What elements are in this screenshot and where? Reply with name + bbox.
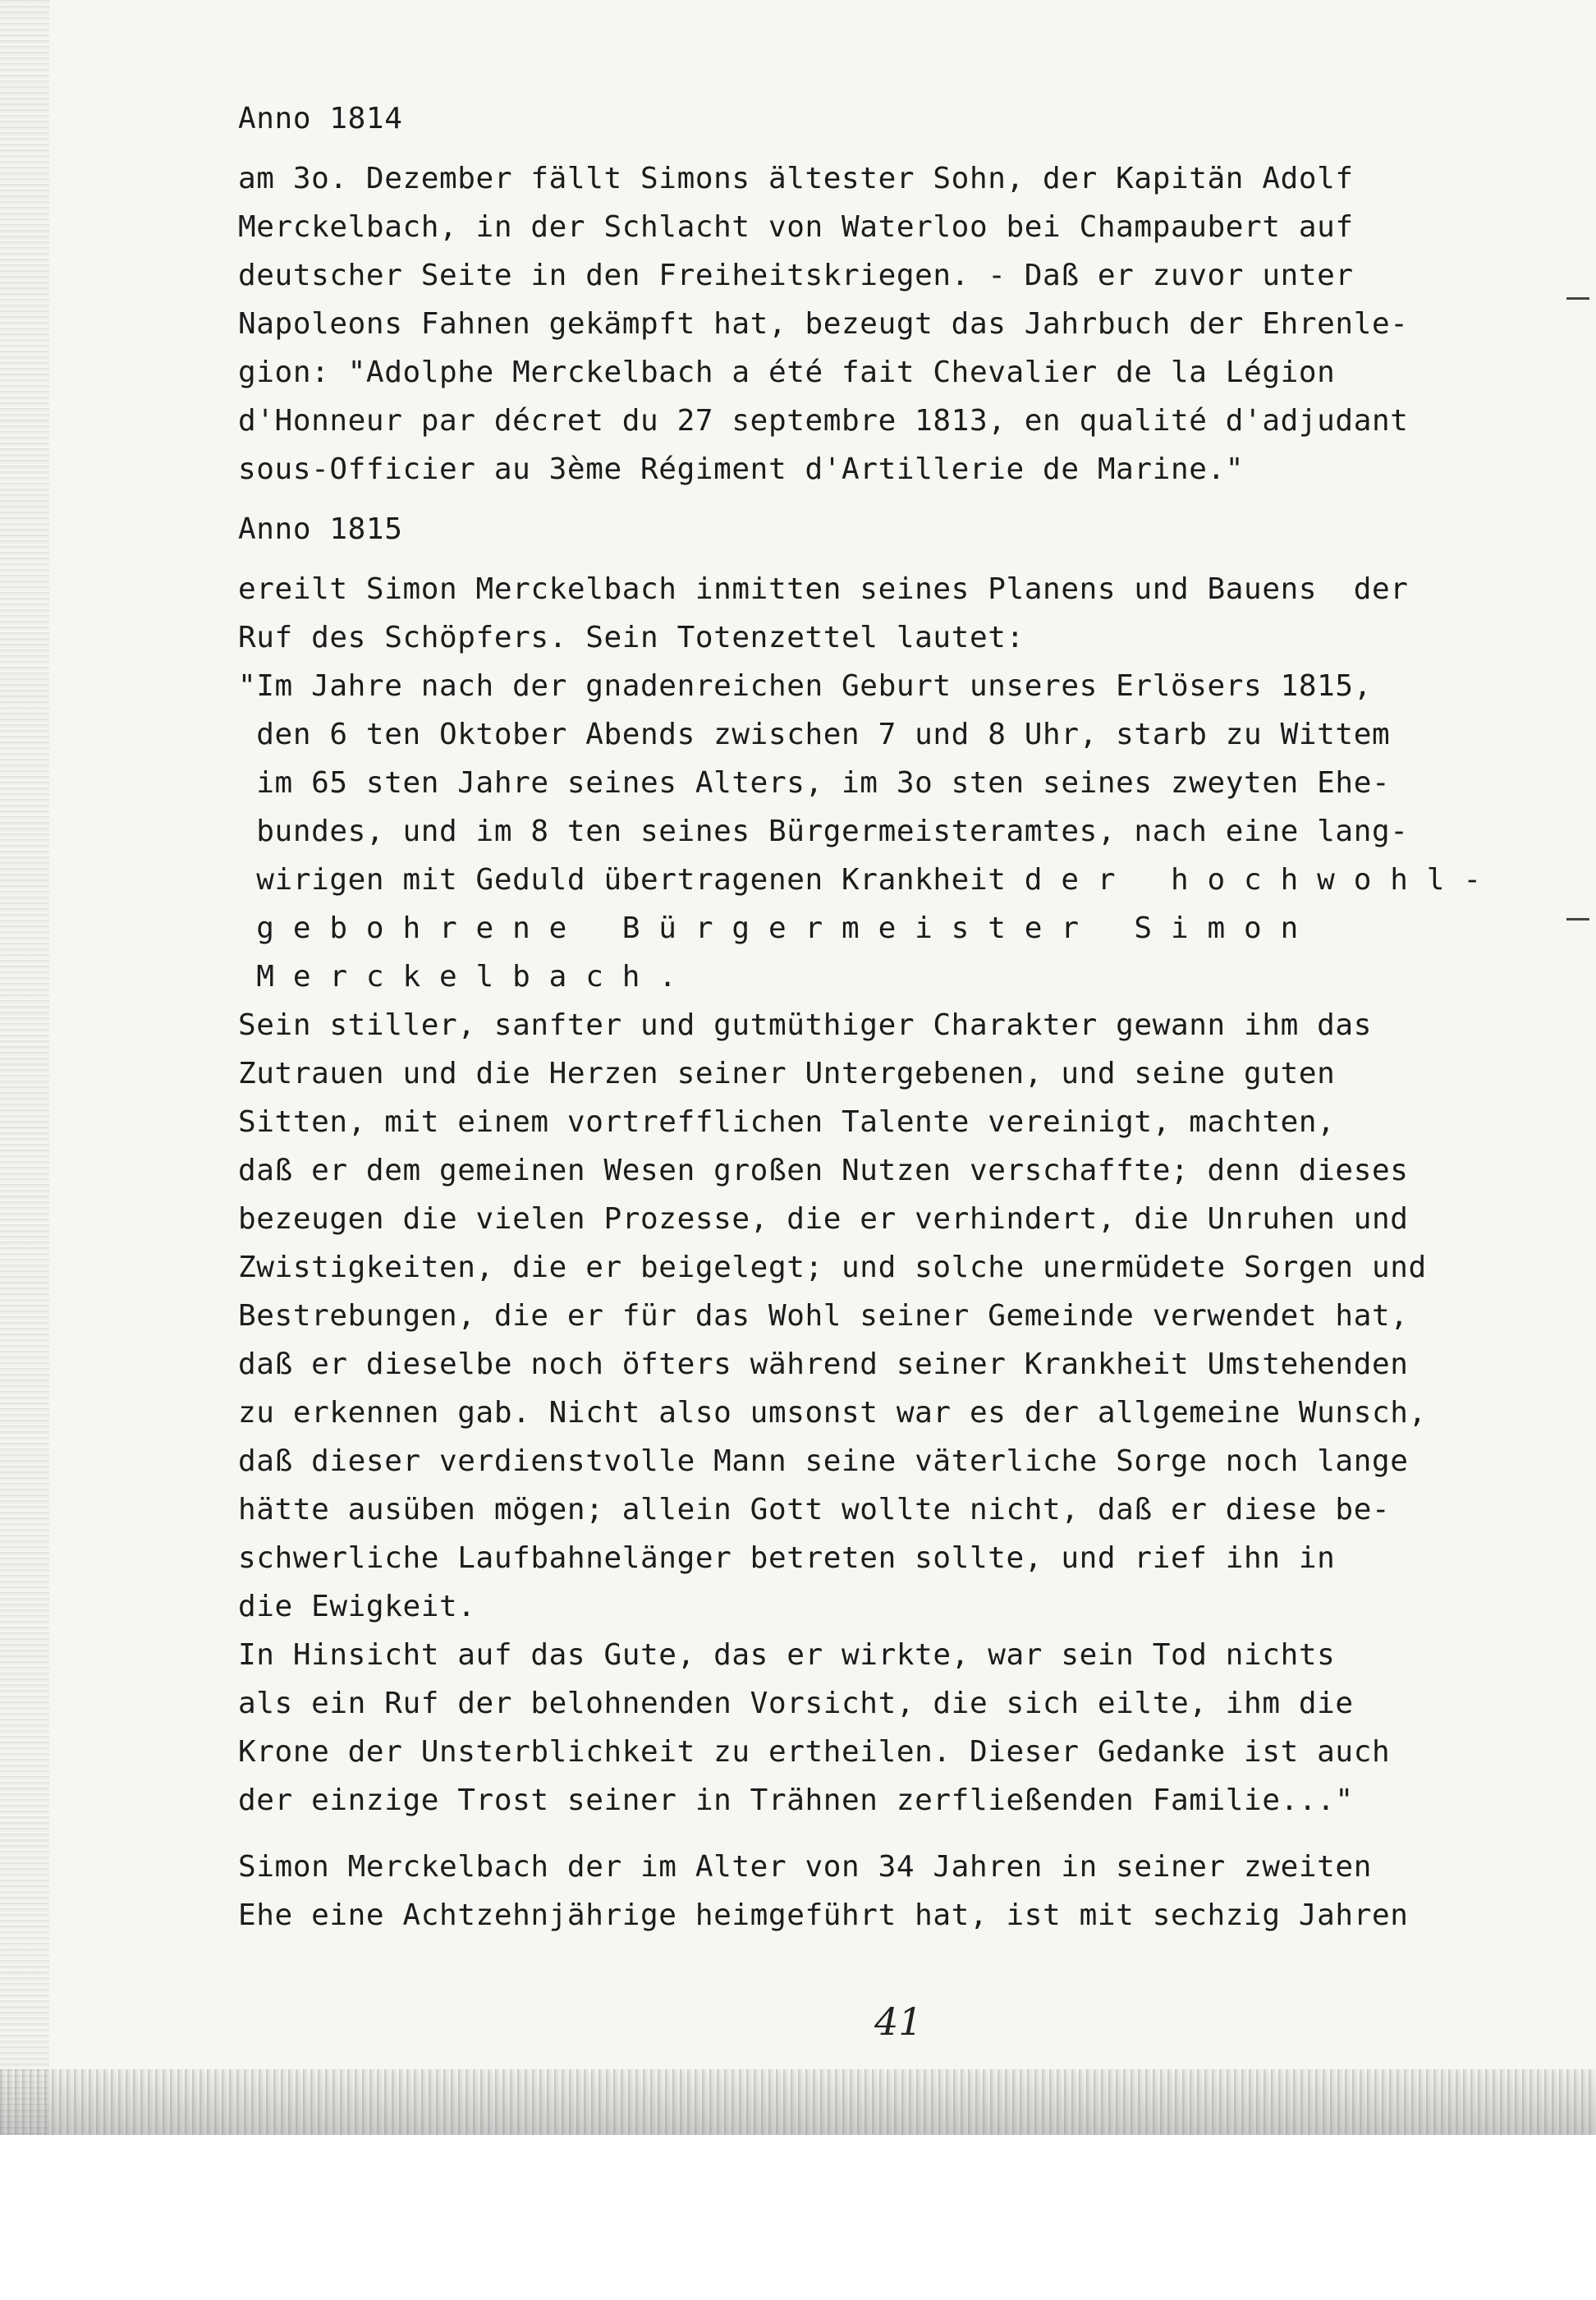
paragraph-obituary-opening <box>238 662 1552 1001</box>
scan-edge-noise-bottom <box>0 2069 1596 2135</box>
scan-edge-noise-left <box>0 0 49 2135</box>
text-line: bezeugen die vielen Prozesse, die er verhindert, die Unruhen und <box>238 1202 1409 1236</box>
text-line: als ein Ruf der belohnenden Vorsicht, die sich eilte, ihm die <box>238 1687 1354 1720</box>
text-line: bundes, und im 8 ten seines Bürgermeisteramtes, nach eine lang- <box>238 815 1409 848</box>
text-line: Zwistigkeiten, die er beigelegt; und solche unermüdete Sorgen und <box>238 1251 1427 1284</box>
text-line: Zutrauen und die Herzen seiner Untergebenen, und seine guten <box>238 1057 1336 1090</box>
text-line: In Hinsicht auf das Gute, das er wirkte, war sein Tod nichts <box>238 1638 1336 1672</box>
text-line: daß dieser verdienstvolle Mann seine väterliche Sorge noch lange <box>238 1444 1409 1478</box>
text-line: deutscher Seite in den Freiheitskriegen. - Daß er zuvor unter <box>238 259 1354 292</box>
text-line: wirigen mit Geduld übertragenen Krankheit d e r h o c h w o h l - <box>238 863 1482 897</box>
text-line: schwerliche Laufbahnelänger betreten sollte, und rief ihn in <box>238 1541 1336 1575</box>
typewritten-text <box>238 94 1552 1940</box>
text-line: den 6 ten Oktober Abends zwischen 7 und 8 Uhr, starb zu Wittem <box>238 718 1391 751</box>
text-line: Merckelbach, in der Schlacht von Waterloo bei Champaubert auf <box>238 210 1354 244</box>
text-line: im 65 sten Jahre seines Alters, im 3o sten seines zweyten Ehe- <box>238 766 1391 800</box>
text-line: Bestrebungen, die er für das Wohl seiner Gemeinde verwendet hat, <box>238 1299 1409 1333</box>
text-line: "Im Jahre nach der gnadenreichen Geburt unseres Erlösers 1815, <box>238 669 1372 703</box>
text-line: Simon Merckelbach der im Alter von 34 Jahren in seiner zweiten <box>238 1850 1372 1884</box>
margin-mark <box>1566 918 1589 920</box>
text-line: daß er dieselbe noch öfters während seiner Krankheit Umstehenden <box>238 1347 1409 1381</box>
text-line: M e r c k e l b a c h . <box>238 960 677 994</box>
paragraph-1814 <box>238 154 1552 494</box>
text-line: hätte ausüben mögen; allein Gott wollte nicht, daß er diese be- <box>238 1493 1391 1526</box>
text-line: d'Honneur par décret du 27 septembre 1813, en qualité d'adjudant <box>238 404 1409 438</box>
text-line: Sein stiller, sanfter und gutmüthiger Charakter gewann ihm das <box>238 1008 1372 1042</box>
text-line: daß er dem gemeinen Wesen großen Nutzen verschaffte; denn dieses <box>238 1154 1409 1187</box>
text-line: ereilt Simon Merckelbach inmitten seines Planens und Bauens der <box>238 572 1409 606</box>
paragraph-1815-intro <box>238 565 1552 662</box>
text-line: g e b o h r e n e B ü r g e r m e i s t e r S i m o n <box>238 911 1299 945</box>
margin-mark <box>1566 297 1589 300</box>
text-line: zu erkennen gab. Nicht also umsonst war es der allgemeine Wunsch, <box>238 1396 1427 1430</box>
paragraph-closing <box>238 1843 1552 1940</box>
text-line: Ruf des Schöpfers. Sein Totenzettel lautet: <box>238 621 1025 654</box>
year-heading-1814: Anno 1814 <box>238 102 403 135</box>
text-line: am 3o. Dezember fällt Simons ältester Sohn, der Kapitän Adolf <box>238 162 1354 195</box>
text-line: Ehe eine Achtzehnjährige heimgeführt hat, ist mit sechzig Jahren <box>238 1898 1409 1932</box>
text-line: sous-Officier au 3ème Régiment d'Artillerie de Marine." <box>238 452 1245 486</box>
text-line: die Ewigkeit. <box>238 1590 476 1623</box>
paragraph-obituary-character <box>238 1001 1552 1631</box>
text-line: Sitten, mit einem vortrefflichen Talente vereinigt, machten, <box>238 1105 1336 1139</box>
paragraph-obituary-closing <box>238 1631 1552 1825</box>
text-line: Krone der Unsterblichkeit zu ertheilen. Dieser Gedanke ist auch <box>238 1735 1391 1769</box>
text-line: der einzige Trost seiner in Trähnen zerfließenden Familie..." <box>238 1784 1354 1817</box>
year-heading-1815: Anno 1815 <box>238 512 403 546</box>
text-line: Napoleons Fahnen gekämpft hat, bezeugt das Jahrbuch der Ehrenle- <box>238 307 1409 341</box>
page-number: 41 <box>874 1999 923 2044</box>
text-line: gion: "Adolphe Merckelbach a été fait Chevalier de la Légion <box>238 356 1336 389</box>
